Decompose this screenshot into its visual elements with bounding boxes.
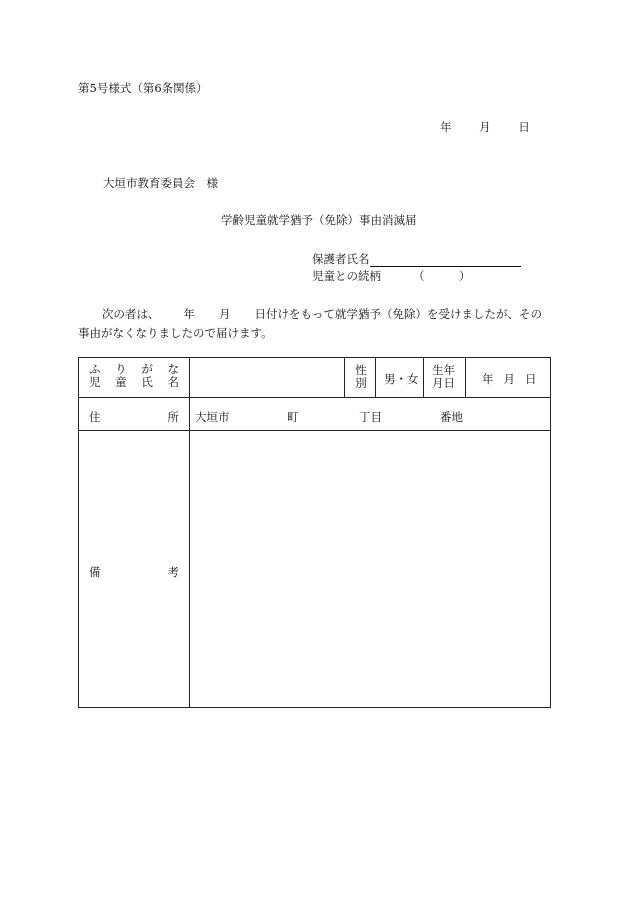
body-month: 月 (219, 307, 231, 321)
gender-label-line: 別 (355, 376, 367, 390)
body-text (78, 305, 553, 343)
address-char: 所 (167, 410, 179, 424)
gender-label-line: 性 (355, 363, 367, 377)
form-number: 第5号様式（第6条関係） (78, 81, 208, 95)
remarks-char: 備 (89, 565, 101, 579)
furigana-label-line (89, 363, 179, 376)
child-name-label (89, 363, 179, 389)
date-line (440, 119, 530, 135)
address-city: 大垣市 (195, 410, 230, 424)
date-month: 月 (479, 120, 491, 134)
birthdate-label-line: 月日 (432, 376, 455, 390)
table-divider (465, 358, 466, 397)
birth-day: 日 (525, 372, 537, 386)
relation-field[interactable]: （ ） (413, 269, 471, 283)
remarks-field[interactable] (190, 431, 550, 707)
furigana-char: が (141, 362, 153, 376)
guardian-name-label: 保護者氏名 (312, 252, 370, 266)
body-part2: 日付けをもって就学猶予（免除）を受けましたが、その事由がなくなりましたので届けます。 (78, 307, 542, 340)
remarks-label (89, 564, 179, 580)
relation-row (312, 268, 471, 284)
name-char: 童 (115, 375, 127, 389)
document-title: 学齢児童就学猶予（免除）事由消滅届 (221, 213, 417, 227)
body-year: 年 (183, 307, 195, 321)
name-char: 氏 (141, 375, 153, 389)
name-char: 児 (89, 375, 101, 389)
address-char: 住 (89, 410, 101, 424)
table-divider (344, 358, 345, 397)
body-part1: 次の者は、 (102, 307, 160, 321)
birth-month: 月 (503, 372, 515, 386)
date-year: 年 (440, 120, 452, 134)
address-label (89, 409, 179, 425)
address-banchi: 番地 (440, 410, 463, 424)
date-day: 日 (518, 120, 530, 134)
child-name-field[interactable] (190, 358, 344, 397)
birthdate-field[interactable] (482, 371, 537, 387)
addressee: 大垣市教育委員会 様 (103, 176, 218, 190)
name-char: 名 (167, 375, 179, 389)
gender-value[interactable]: 男・女 (384, 372, 419, 386)
address-field[interactable] (195, 409, 463, 425)
birthdate-label (432, 364, 455, 390)
guardian-name-row (312, 251, 521, 267)
table-divider (79, 397, 550, 398)
child-name-label-line (89, 376, 179, 389)
gender-label (354, 364, 368, 390)
address-chome: 丁目 (359, 410, 382, 424)
furigana-char: ふ (89, 362, 101, 376)
address-town: 町 (287, 410, 299, 424)
table-divider (375, 358, 376, 397)
remarks-char: 考 (167, 565, 179, 579)
birthdate-label-line: 生年 (432, 363, 455, 377)
birth-year: 年 (482, 372, 494, 386)
furigana-char: り (115, 362, 127, 376)
relation-label: 児童との続柄 (312, 269, 381, 283)
furigana-char: な (167, 362, 179, 376)
table-divider (423, 358, 424, 397)
form-table (78, 357, 551, 708)
guardian-name-field[interactable] (370, 254, 521, 267)
